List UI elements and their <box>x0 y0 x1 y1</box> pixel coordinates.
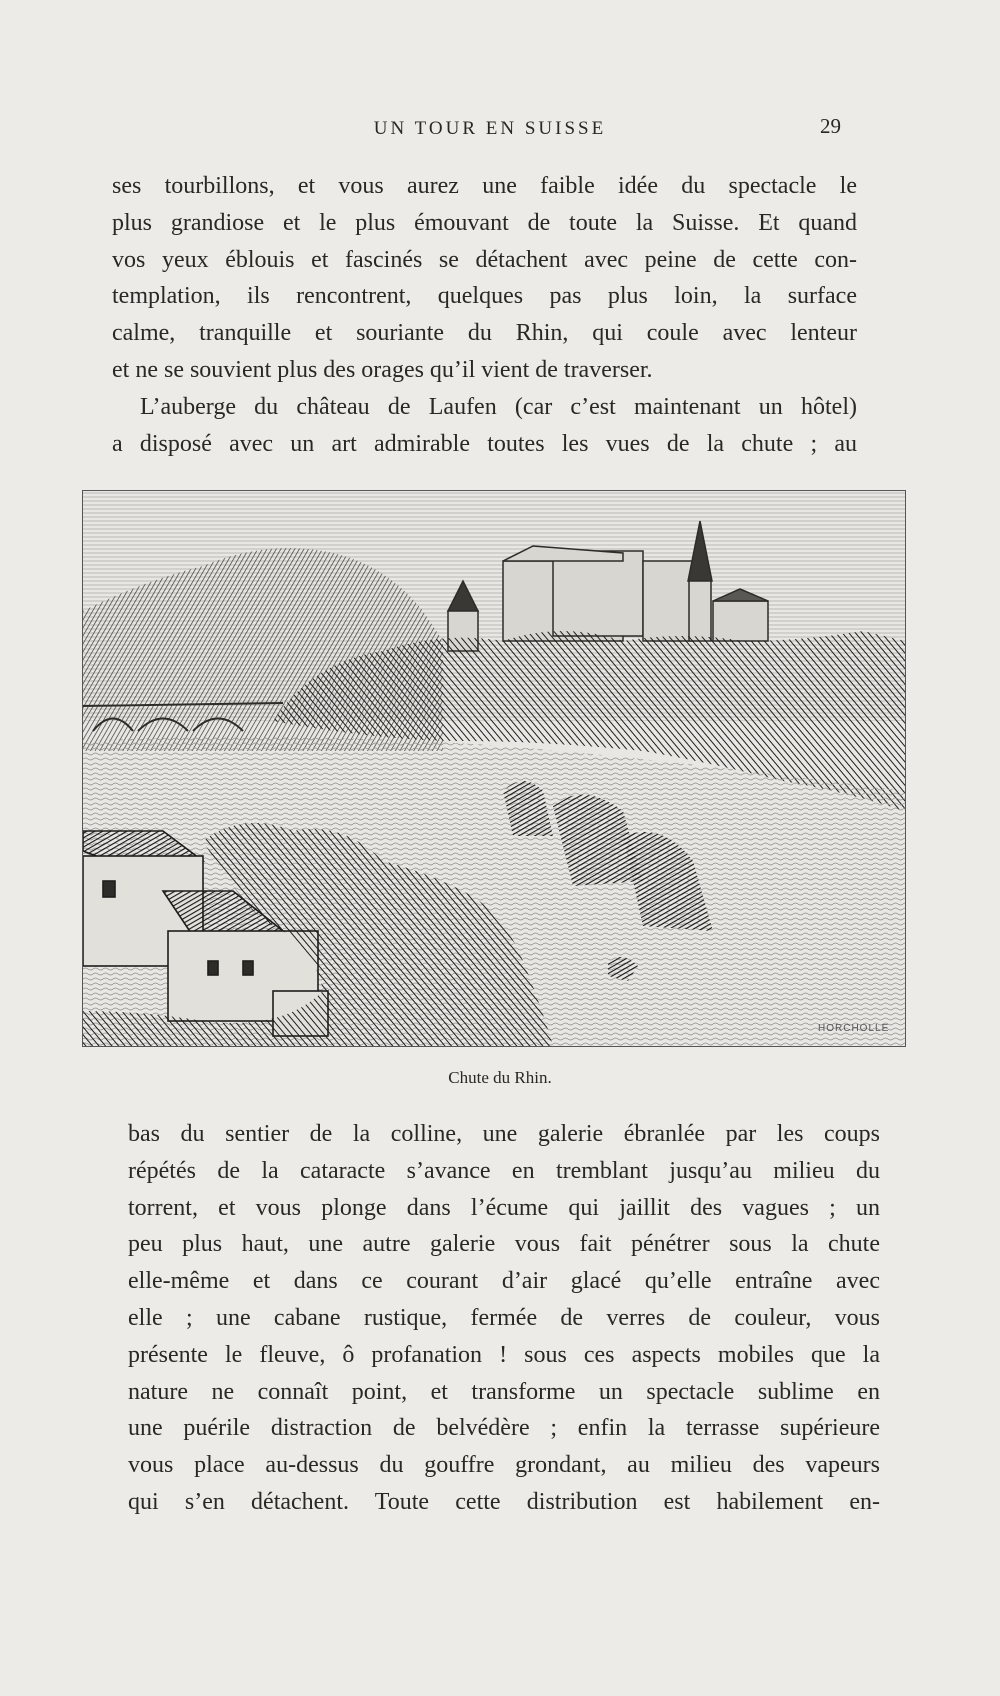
text-line: peu plus haut, une autre galerie vous fait pénétrer sous la chute <box>128 1231 880 1258</box>
text-line: nature ne connaît point, et transforme un spectacle sublime en <box>128 1378 880 1405</box>
text-line: une puérile distraction de belvédère ; enfin la terrasse supérieure <box>128 1415 880 1442</box>
text-line: templation, ils rencontrent, quelques pas plus loin, la surface <box>112 283 857 310</box>
text-line: vous place au-dessus du gouffre grondant, au milieu des vapeurs <box>128 1452 880 1479</box>
text-line: ses tourbillons, et vous aurez une faible idée du spectacle le <box>112 173 857 199</box>
text-line: vos yeux éblouis et fascinés se détachent avec peine de cette con- <box>112 246 857 273</box>
text-line: torrent, et vous plonge dans l’écume qui jaillit des vagues ; un <box>128 1194 880 1221</box>
text-line: plus grandiose et le plus émouvant de toute la Suisse. Et quand <box>112 209 857 236</box>
text-line: répétés de la cataracte s’avance en tremblant jusqu’au milieu du <box>128 1157 880 1184</box>
engraver-signature: HORCHOLLE <box>818 1023 890 1034</box>
text-line: présente le fleuve, ô profanation ! sous ces aspects mobiles que la <box>128 1341 880 1368</box>
engraving-rhine-falls <box>82 490 906 1047</box>
figure-caption: Chute du Rhin. <box>448 1068 552 1087</box>
running-title: UN TOUR EN SUISSE <box>373 118 607 139</box>
text-line: calme, tranquille et souriante du Rhin, qui coule avec lenteur <box>112 320 857 347</box>
text-line: qui s’en détachent. Toute cette distribution est habilement en- <box>128 1488 880 1515</box>
top-text-block <box>112 168 857 462</box>
text-line: a disposé avec un art admirable toutes les vues de la chute ; au <box>112 430 857 457</box>
text-line: et ne se souvient plus des orages qu’il vient de traverser. <box>112 356 653 383</box>
text-line: bas du sentier de la colline, une galerie ébranlée par les coups <box>128 1121 880 1147</box>
text-line: elle-même et dans ce courant d’air glacé qu’elle entraîne avec <box>128 1268 880 1295</box>
bottom-text-block <box>128 1116 880 1521</box>
engraving-illustration <box>83 491 905 1046</box>
text-line: L’auberge du château de Laufen (car c’est maintenant un hôtel) <box>140 393 857 420</box>
text-line: elle ; une cabane rustique, fermée de verres de couleur, vous <box>128 1304 880 1331</box>
page-number: 29 <box>820 114 841 138</box>
